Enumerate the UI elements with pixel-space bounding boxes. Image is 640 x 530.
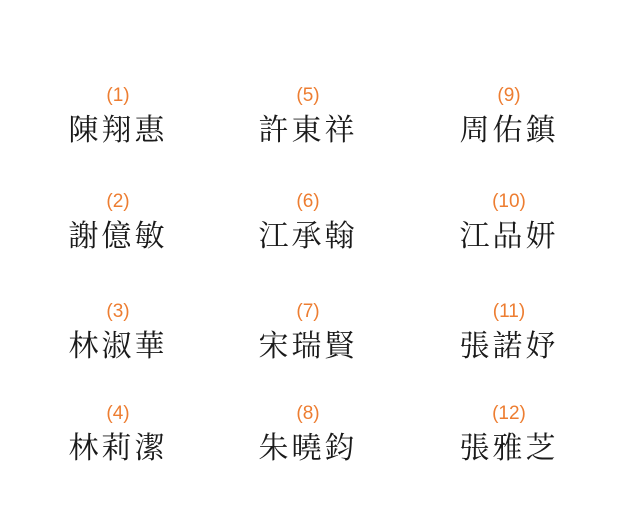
name-card — [69, 301, 168, 365]
entry-number: (7) — [296, 301, 320, 322]
entry-number: (6) — [296, 191, 320, 212]
entry-name: 江承翰 — [258, 219, 358, 254]
entry-name: 林淑華 — [68, 329, 168, 364]
entry-name: 謝億敏 — [68, 219, 168, 254]
name-card — [69, 85, 168, 149]
entry-name: 許東祥 — [258, 113, 358, 148]
name-card — [259, 301, 358, 365]
name-card — [460, 85, 559, 149]
entry-name: 宋瑞賢 — [258, 329, 358, 364]
entry-name: 朱曉鈞 — [258, 431, 358, 466]
entry-name: 周佑鎮 — [459, 113, 559, 148]
name-card — [259, 191, 358, 255]
name-card — [69, 403, 168, 467]
entry-number: (1) — [106, 85, 130, 106]
entry-name: 江品妍 — [459, 219, 559, 254]
name-card — [460, 301, 559, 365]
entry-number: (8) — [296, 403, 320, 424]
entry-number: (12) — [492, 403, 526, 424]
entry-name: 張諾妤 — [459, 329, 559, 364]
entry-number: (10) — [492, 191, 526, 212]
name-card — [259, 85, 358, 149]
entry-number: (3) — [106, 301, 130, 322]
name-card — [460, 191, 559, 255]
entry-number: (4) — [106, 403, 130, 424]
entry-number: (9) — [497, 85, 521, 106]
name-card — [259, 403, 358, 467]
entry-name: 張雅芝 — [459, 431, 559, 466]
entry-number: (2) — [106, 191, 130, 212]
entry-name: 陳翔惠 — [68, 113, 168, 148]
entry-number: (11) — [492, 301, 526, 322]
name-card — [460, 403, 559, 467]
entry-number: (5) — [296, 85, 320, 106]
name-card — [69, 191, 168, 255]
entry-name: 林莉潔 — [68, 431, 168, 466]
